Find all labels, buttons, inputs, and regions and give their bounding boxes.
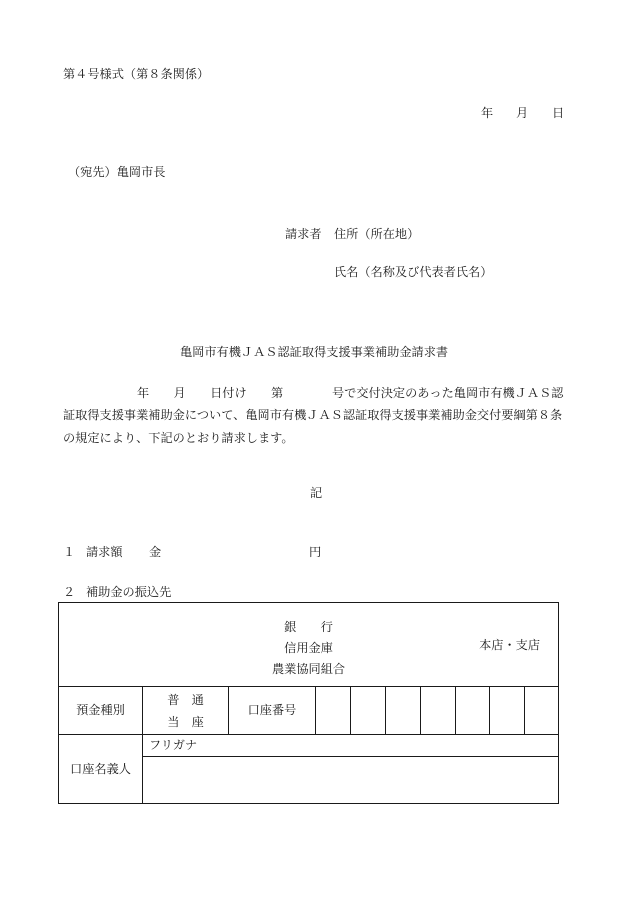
account-digit-2[interactable]	[351, 687, 386, 735]
item2-number: ２	[63, 585, 76, 599]
account-digit-4[interactable]	[421, 687, 456, 735]
branch-label: 本店・支店	[479, 638, 541, 652]
account-holder-name-field[interactable]	[143, 757, 559, 804]
form-number: 第４号様式（第８条関係）	[63, 67, 210, 81]
bank-transfer-table	[58, 602, 559, 804]
account-digit-3[interactable]	[386, 687, 421, 735]
ki-heading: 記	[310, 486, 323, 500]
account-holder-label: 口座名義人	[59, 735, 143, 804]
furigana-label: フリガナ	[149, 738, 198, 753]
addressee: （宛先）亀岡市長	[68, 165, 166, 179]
account-number-label: 口座番号	[229, 687, 316, 735]
document-title: 亀岡市有機ＪＡＳ認証取得支援事業補助金請求書	[180, 345, 449, 359]
item2-label: 補助金の振込先	[86, 585, 172, 599]
institution-agricultural-coop: 農業協同組合	[271, 662, 346, 676]
body-line-1: 年 月 日付け 第 号で交付決定のあった亀岡市有機ＪＡＳ認	[137, 386, 564, 400]
deposit-type-label: 預金種別	[59, 687, 143, 735]
item1-kin: 金	[149, 545, 162, 559]
account-digit-7[interactable]	[525, 687, 559, 735]
body-line-3: の規定により、下記のとおり請求します。	[63, 431, 294, 445]
body-line-2: 証取得支援事業補助金について、亀岡市有機ＪＡＳ認証取得支援事業補助金交付要綱第８条	[63, 408, 563, 422]
item1-number: １	[63, 545, 76, 559]
deposit-type-checking: 当 座	[167, 714, 204, 729]
item1-label: 請求額	[86, 545, 123, 559]
bank-name-cell[interactable]	[59, 603, 559, 687]
deposit-type-ordinary: 普 通	[167, 692, 204, 707]
furigana-cell[interactable]	[143, 735, 559, 757]
date-year-label: 年	[481, 106, 494, 120]
deposit-type-options[interactable]	[143, 687, 229, 735]
applicant-label: 請求者	[285, 227, 322, 241]
account-digit-5[interactable]	[456, 687, 490, 735]
item1-yen: 円	[309, 545, 322, 559]
account-digit-6[interactable]	[490, 687, 525, 735]
applicant-name-label: 氏名（名称及び代表者氏名）	[334, 265, 493, 279]
account-digit-1[interactable]	[316, 687, 351, 735]
institution-credit-union: 信用金庫	[284, 641, 333, 655]
date-day-label: 日	[552, 106, 565, 120]
institution-bank: 銀 行	[284, 620, 333, 634]
applicant-address-label: 住所（所在地）	[334, 227, 420, 241]
date-month-label: 月	[516, 106, 529, 120]
